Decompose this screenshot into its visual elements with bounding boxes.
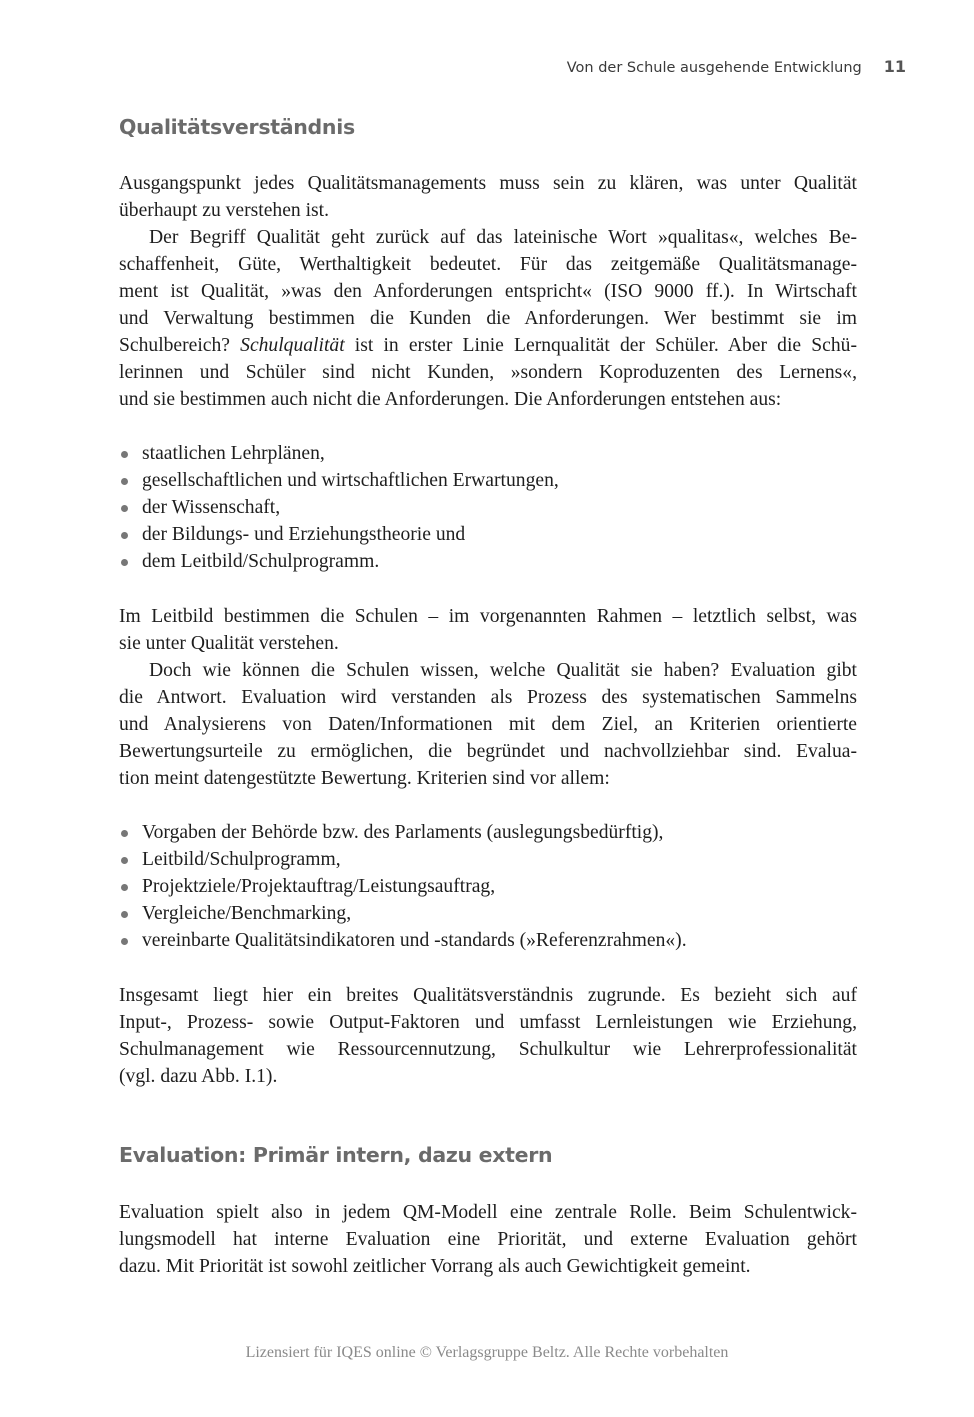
text-line: lerinnen und Schüler sind nicht Kunden, »sondern Koproduzenten des Lernens«, — [119, 362, 857, 383]
text-line: Input-, Prozess- sowie Output-Faktoren und umfasst Lernleistungen wie Erziehung, — [119, 1012, 857, 1033]
bullet-icon — [121, 478, 128, 485]
text-line: schaffenheit, Güte, Werthaltigkeit bedeutet. Für das zeitgemäße Qualitätsmanage- — [119, 254, 857, 275]
list-item-text: Vorgaben der Behörde bzw. des Parlaments (auslegungsbedürftig), — [142, 822, 664, 843]
bullet-icon — [121, 451, 128, 458]
text-line: Bewertungsurteile zu ermöglichen, die begründet und nachvollziehbar sind. Evalua- — [119, 741, 857, 762]
text-line: Schulmanagement wie Ressourcennutzung, Schulkultur wie Lehrerprofessionalität — [119, 1039, 857, 1060]
text-line: und Verwaltung bestimmen die Kunden die Anforderungen. Wer bestimmt sie im — [119, 308, 857, 329]
text-line: und Analysierens von Daten/Informationen mit dem Ziel, an Kriterien orientierte — [119, 714, 857, 735]
text-line: lungsmodell hat interne Evaluation eine Priorität, und externe Evaluation gehört — [119, 1229, 857, 1250]
list-item — [119, 819, 857, 846]
paragraph-1 — [119, 170, 857, 413]
text-line: Insgesamt liegt hier ein breites Qualitätsverständnis zugrunde. Es bezieht sich auf — [119, 985, 857, 1006]
bullet-icon — [121, 938, 128, 945]
list-item-text: der Wissenschaft, — [142, 497, 281, 518]
paragraph-2 — [119, 603, 857, 792]
bullet-icon — [121, 830, 128, 837]
paragraph-4 — [119, 1199, 857, 1280]
list-item-text: Leitbild/Schulprogramm, — [142, 849, 341, 870]
list-item — [119, 873, 857, 900]
bullet-list-2 — [119, 819, 857, 954]
running-head — [567, 57, 906, 76]
text-line: die Antwort. Evaluation wird verstanden als Prozess des systematischen Sammelns — [119, 687, 857, 708]
page-number: 11 — [883, 57, 906, 76]
text-line: Im Leitbild bestimmen die Schulen – im vorgenannten Rahmen – letztlich selbst, was — [119, 606, 857, 627]
list-item-text: staatlichen Lehrplänen, — [142, 443, 325, 464]
text-run: ist in erster Linie Lernqualität der Schüler. Aber die Schü- — [344, 335, 857, 356]
list-item — [119, 521, 857, 548]
text-line: dazu. Mit Priorität ist sowohl zeitlicher Vorrang als auch Gewichtigkeit gemeint. — [119, 1256, 751, 1277]
text-line: überhaupt zu verstehen ist. — [119, 200, 330, 221]
text-line: Evaluation spielt also in jedem QM-Modell eine zentrale Rolle. Beim Schulentwick- — [119, 1202, 857, 1223]
section-heading-evaluation: Evaluation: Primär intern, dazu extern — [119, 1143, 553, 1167]
section-heading-qualitaetsverstaendnis: Qualitätsverständnis — [119, 115, 355, 139]
list-item — [119, 548, 857, 575]
text-line: ment ist Qualität, »was den Anforderungen entspricht« (ISO 9000 ff.). In Wirtschaft — [119, 281, 857, 302]
running-title: Von der Schule ausgehende Entwicklung — [566, 60, 862, 76]
bullet-list-1 — [119, 440, 857, 575]
list-item-text: gesellschaftlichen und wirtschaftlichen Erwartungen, — [142, 470, 559, 491]
italic-term: Schulqualität — [240, 335, 345, 356]
list-item — [119, 494, 857, 521]
list-item — [119, 900, 857, 927]
text-line-with-italic — [119, 332, 857, 359]
bullet-icon — [121, 505, 128, 512]
bullet-icon — [121, 911, 128, 918]
text-line: sie unter Qualität verstehen. — [119, 633, 339, 654]
bullet-icon — [121, 559, 128, 566]
text-line: Der Begriff Qualität geht zurück auf das lateinische Wort »qualitas«, welches Be- — [149, 227, 857, 248]
text-line: (vgl. dazu Abb. I.1). — [119, 1066, 278, 1087]
paragraph-3 — [119, 982, 857, 1090]
license-footer: Lizensiert für IQES online © Verlagsgruppe Beltz. Alle Rechte vorbehalten — [245, 1344, 729, 1361]
bullet-icon — [121, 532, 128, 539]
list-item-text: vereinbarte Qualitätsindikatoren und -standards (»Referenzrahmen«). — [142, 930, 687, 951]
list-item — [119, 846, 857, 873]
list-item — [119, 467, 857, 494]
list-item-text: Vergleiche/Benchmarking, — [142, 903, 352, 924]
text-run: Schulbereich? — [119, 335, 241, 356]
text-line: Doch wie können die Schulen wissen, welche Qualität sie haben? Evaluation gibt — [149, 660, 857, 681]
list-item-text: der Bildungs- und Erziehungstheorie und — [142, 524, 466, 545]
list-item-text: Projektziele/Projektauftrag/Leistungsauftrag, — [142, 876, 496, 897]
bullet-icon — [121, 857, 128, 864]
text-line: tion meint datengestützte Bewertung. Kriterien sind vor allem: — [119, 768, 610, 789]
text-line: Ausgangspunkt jedes Qualitätsmanagements muss sein zu klären, was unter Qualität — [119, 173, 857, 194]
list-item — [119, 440, 857, 467]
list-item-text: dem Leitbild/Schulprogramm. — [142, 551, 380, 572]
bullet-icon — [121, 884, 128, 891]
text-line: und sie bestimmen auch nicht die Anforderungen. Die Anforderungen entstehen aus: — [119, 389, 782, 410]
list-item — [119, 927, 857, 954]
